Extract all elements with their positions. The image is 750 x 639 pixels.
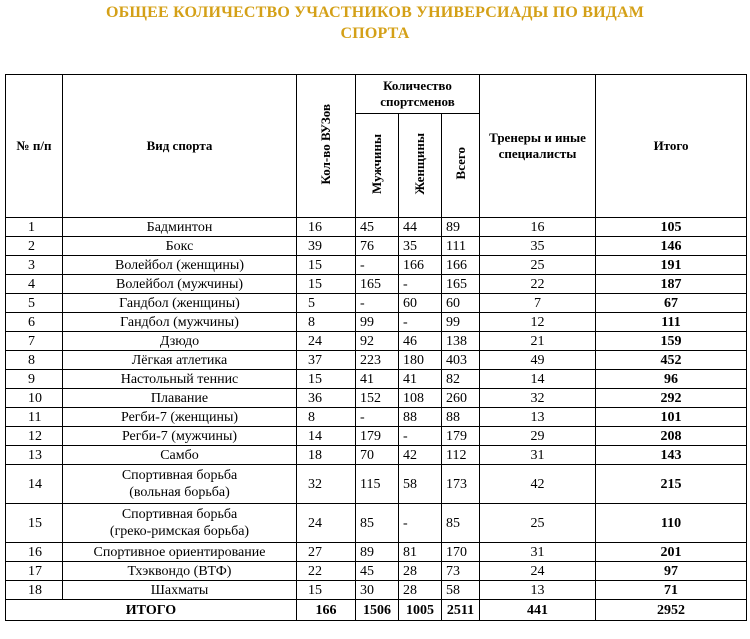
row-women: -: [399, 504, 442, 543]
header-men: [356, 114, 399, 218]
row-sport-line-2: (греко-римская борьба): [109, 524, 250, 539]
row-universities: 24: [297, 332, 356, 351]
table-row: [6, 256, 747, 275]
row-number: 9: [6, 370, 63, 389]
row-universities: 37: [297, 351, 356, 370]
row-total: 215: [596, 465, 747, 504]
row-men: 92: [356, 332, 399, 351]
row-total: 208: [596, 427, 747, 446]
row-coaches: 42: [480, 465, 596, 504]
table-row: [6, 581, 747, 600]
row-universities: 24: [297, 504, 356, 543]
row-women: 42: [399, 446, 442, 465]
row-sport: Шахматы: [63, 581, 297, 600]
row-number: 16: [6, 543, 63, 562]
row-coaches: 31: [480, 446, 596, 465]
row-total: 110: [596, 504, 747, 543]
row-sport: Регби-7 (мужчины): [63, 427, 297, 446]
row-all: 85: [442, 504, 480, 543]
row-coaches: 29: [480, 427, 596, 446]
table-row: [6, 408, 747, 427]
row-women: 41: [399, 370, 442, 389]
table-row: [6, 313, 747, 332]
row-number: 10: [6, 389, 63, 408]
table-row: [6, 370, 747, 389]
row-universities: 15: [297, 581, 356, 600]
row-sport: Волейбол (мужчины): [63, 275, 297, 294]
row-total: 191: [596, 256, 747, 275]
row-sport: Лёгкая атлетика: [63, 351, 297, 370]
row-universities: 5: [297, 294, 356, 313]
row-women: 180: [399, 351, 442, 370]
row-total: 101: [596, 408, 747, 427]
row-number: 15: [6, 504, 63, 543]
row-women: 46: [399, 332, 442, 351]
totals-men: 1506: [356, 600, 399, 621]
row-sport: [63, 465, 297, 504]
row-number: 1: [6, 218, 63, 237]
row-sport: Дзюдо: [63, 332, 297, 351]
header-coaches: Тренеры и иные специалисты: [480, 75, 596, 218]
totals-coaches: 441: [480, 600, 596, 621]
row-women: 28: [399, 562, 442, 581]
row-total: 143: [596, 446, 747, 465]
row-number: 4: [6, 275, 63, 294]
row-men: 45: [356, 562, 399, 581]
row-men: 89: [356, 543, 399, 562]
table-row: [6, 237, 747, 256]
row-all: 166: [442, 256, 480, 275]
totals-total: 2952: [596, 600, 747, 621]
row-women: 28: [399, 581, 442, 600]
row-number: 13: [6, 446, 63, 465]
row-universities: 36: [297, 389, 356, 408]
row-all: 138: [442, 332, 480, 351]
table-row: [6, 465, 747, 504]
row-women: -: [399, 313, 442, 332]
table-row: [6, 562, 747, 581]
header-sport: Вид спорта: [63, 75, 297, 218]
row-total: 111: [596, 313, 747, 332]
row-all: 112: [442, 446, 480, 465]
row-coaches: 22: [480, 275, 596, 294]
row-universities: 15: [297, 370, 356, 389]
row-women: 166: [399, 256, 442, 275]
row-universities: 8: [297, 313, 356, 332]
row-universities: 39: [297, 237, 356, 256]
row-women: -: [399, 427, 442, 446]
row-all: 403: [442, 351, 480, 370]
row-coaches: 14: [480, 370, 596, 389]
header-all-text: Всего: [452, 147, 468, 180]
row-all: 73: [442, 562, 480, 581]
document-title: [0, 2, 750, 44]
table-row: [6, 351, 747, 370]
row-universities: 15: [297, 256, 356, 275]
row-sport-line-1: Спортивная борьба: [121, 507, 238, 522]
header-universities: [297, 75, 356, 218]
row-men: 115: [356, 465, 399, 504]
row-women: 60: [399, 294, 442, 313]
row-total: 67: [596, 294, 747, 313]
row-sport-line-1: Спортивная борьба: [121, 468, 238, 483]
row-all: 58: [442, 581, 480, 600]
row-coaches: 24: [480, 562, 596, 581]
row-sport: Спортивное ориентирование: [63, 543, 297, 562]
row-total: 105: [596, 218, 747, 237]
row-sport: Настольный теннис: [63, 370, 297, 389]
row-women: 35: [399, 237, 442, 256]
row-men: -: [356, 294, 399, 313]
row-all: 111: [442, 237, 480, 256]
row-coaches: 25: [480, 256, 596, 275]
title-line-2: СПОРТА: [340, 25, 410, 42]
row-coaches: 35: [480, 237, 596, 256]
row-total: 159: [596, 332, 747, 351]
row-sport: [63, 504, 297, 543]
table-row: [6, 427, 747, 446]
totals-universities: 166: [297, 600, 356, 621]
header-total: Итого: [596, 75, 747, 218]
row-men: 30: [356, 581, 399, 600]
row-sport: Волейбол (женщины): [63, 256, 297, 275]
row-coaches: 49: [480, 351, 596, 370]
row-total: 97: [596, 562, 747, 581]
row-men: 99: [356, 313, 399, 332]
table-row: [6, 389, 747, 408]
row-universities: 8: [297, 408, 356, 427]
totals-label: ИТОГО: [6, 600, 297, 621]
row-men: 152: [356, 389, 399, 408]
row-total: 452: [596, 351, 747, 370]
header-women-text: Женщины: [412, 132, 427, 195]
row-all: 99: [442, 313, 480, 332]
row-men: 41: [356, 370, 399, 389]
row-universities: 32: [297, 465, 356, 504]
row-women: -: [399, 275, 442, 294]
table-body: [6, 218, 747, 600]
table-row: [6, 332, 747, 351]
row-number: 5: [6, 294, 63, 313]
participants-table: [5, 74, 747, 621]
row-sport: Самбо: [63, 446, 297, 465]
row-universities: 14: [297, 427, 356, 446]
row-men: 165: [356, 275, 399, 294]
row-universities: 16: [297, 218, 356, 237]
row-all: 165: [442, 275, 480, 294]
row-sport-line-2: (вольная борьба): [129, 485, 230, 500]
table-row: [6, 218, 747, 237]
row-all: 60: [442, 294, 480, 313]
row-coaches: 31: [480, 543, 596, 562]
row-number: 12: [6, 427, 63, 446]
row-men: 70: [356, 446, 399, 465]
row-all: 173: [442, 465, 480, 504]
header-num: № п/п: [6, 75, 63, 218]
table-footer: [6, 600, 747, 621]
totals-women: 1005: [399, 600, 442, 621]
row-total: 96: [596, 370, 747, 389]
table-row: [6, 275, 747, 294]
row-all: 89: [442, 218, 480, 237]
row-men: 223: [356, 351, 399, 370]
row-women: 108: [399, 389, 442, 408]
row-men: 85: [356, 504, 399, 543]
row-men: -: [356, 256, 399, 275]
row-all: 82: [442, 370, 480, 389]
header-athletes: Количество спортсменов: [356, 75, 480, 114]
row-sport: Гандбол (женщины): [63, 294, 297, 313]
row-men: 179: [356, 427, 399, 446]
table-row: [6, 294, 747, 313]
header-all: [442, 114, 480, 218]
title-line-1: ОБЩЕЕ КОЛИЧЕСТВО УЧАСТНИКОВ УНИВЕРСИАДЫ ПО ВИДАМ: [105, 4, 645, 21]
row-women: 58: [399, 465, 442, 504]
table-row: [6, 504, 747, 543]
row-coaches: 21: [480, 332, 596, 351]
row-all: 260: [442, 389, 480, 408]
row-total: 292: [596, 389, 747, 408]
row-universities: 27: [297, 543, 356, 562]
row-number: 2: [6, 237, 63, 256]
row-all: 88: [442, 408, 480, 427]
row-sport: Тхэквондо (ВТФ): [63, 562, 297, 581]
row-number: 3: [6, 256, 63, 275]
table-header: [6, 75, 747, 218]
row-number: 11: [6, 408, 63, 427]
row-sport: Плавание: [63, 389, 297, 408]
row-number: 7: [6, 332, 63, 351]
row-women: 88: [399, 408, 442, 427]
table-row: [6, 543, 747, 562]
row-coaches: 32: [480, 389, 596, 408]
row-coaches: 13: [480, 408, 596, 427]
row-women: 44: [399, 218, 442, 237]
table-row: [6, 446, 747, 465]
row-total: 187: [596, 275, 747, 294]
row-universities: 18: [297, 446, 356, 465]
row-universities: 15: [297, 275, 356, 294]
totals-all: 2511: [442, 600, 480, 621]
row-number: 18: [6, 581, 63, 600]
row-coaches: 12: [480, 313, 596, 332]
row-coaches: 16: [480, 218, 596, 237]
row-sport: Бокс: [63, 237, 297, 256]
row-universities: 22: [297, 562, 356, 581]
row-women: 81: [399, 543, 442, 562]
row-total: 146: [596, 237, 747, 256]
totals-row: [6, 600, 747, 621]
row-number: 17: [6, 562, 63, 581]
header-men-text: Мужчины: [369, 133, 384, 194]
row-total: 71: [596, 581, 747, 600]
header-universities-text: Кол-во ВУЗов: [318, 103, 333, 185]
row-number: 14: [6, 465, 63, 504]
row-sport: Регби-7 (женщины): [63, 408, 297, 427]
row-total: 201: [596, 543, 747, 562]
row-number: 6: [6, 313, 63, 332]
row-all: 179: [442, 427, 480, 446]
row-all: 170: [442, 543, 480, 562]
row-men: 76: [356, 237, 399, 256]
row-coaches: 7: [480, 294, 596, 313]
row-men: -: [356, 408, 399, 427]
row-men: 45: [356, 218, 399, 237]
header-women: [399, 114, 442, 218]
row-sport: Гандбол (мужчины): [63, 313, 297, 332]
row-coaches: 25: [480, 504, 596, 543]
row-coaches: 13: [480, 581, 596, 600]
row-number: 8: [6, 351, 63, 370]
row-sport: Бадминтон: [63, 218, 297, 237]
